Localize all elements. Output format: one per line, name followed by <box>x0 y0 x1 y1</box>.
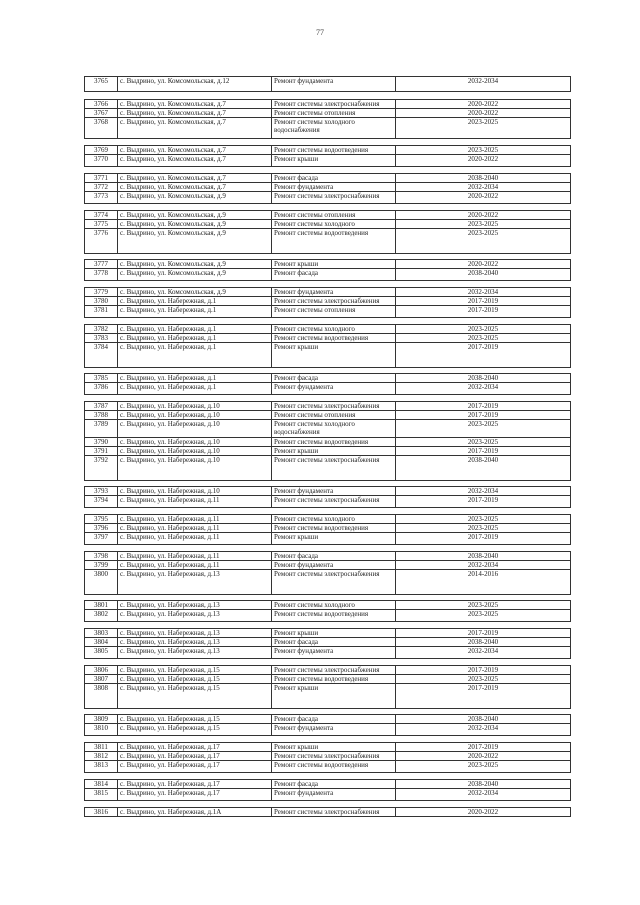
work-type-cell: Ремонт системы отопления <box>272 109 396 118</box>
work-type-cell: Ремонт системы отопления <box>272 411 396 420</box>
period-cell: 2020-2022 <box>396 808 571 817</box>
period-cell: 2020-2022 <box>396 211 571 220</box>
row-number-cell: 3812 <box>85 752 118 761</box>
period-cell: 2032-2034 <box>396 561 571 570</box>
address-cell: с. Выдрино, ул. Набережная, д.11 <box>118 524 272 533</box>
table-row <box>85 780 571 789</box>
row-number-cell: 3785 <box>85 374 118 383</box>
address-cell: с. Выдрино, ул. Набережная, д.15 <box>118 724 272 736</box>
period-cell: 2038-2040 <box>396 456 571 481</box>
table-row <box>85 570 571 595</box>
table-row <box>85 456 571 481</box>
period-cell: 2032-2034 <box>396 383 571 395</box>
period-cell: 2038-2040 <box>396 374 571 383</box>
row-number-cell: 3806 <box>85 666 118 675</box>
row-number-cell: 3794 <box>85 496 118 508</box>
row-number-cell: 3816 <box>85 808 118 817</box>
table-row <box>85 402 571 411</box>
row-number-cell: 3793 <box>85 487 118 496</box>
row-spacer <box>85 545 571 552</box>
row-number-cell: 3771 <box>85 174 118 183</box>
period-cell: 2017-2019 <box>396 402 571 411</box>
table-row <box>85 552 571 561</box>
work-type-cell: Ремонт системы холодного водоснабжения <box>272 118 396 139</box>
period-cell: 2023-2025 <box>396 610 571 622</box>
work-type-cell: Ремонт фасада <box>272 552 396 561</box>
address-cell: с. Выдрино, ул. Набережная, д.13 <box>118 570 272 595</box>
row-number-cell: 3772 <box>85 183 118 192</box>
period-cell: 2038-2040 <box>396 174 571 183</box>
period-cell: 2017-2019 <box>396 411 571 420</box>
work-type-cell: Ремонт фундамента <box>272 487 396 496</box>
period-cell: 2017-2019 <box>396 684 571 709</box>
row-spacer <box>85 281 571 288</box>
address-cell: с. Выдрино, ул. Набережная, д.11 <box>118 552 272 561</box>
table-row <box>85 325 571 334</box>
page-number: 77 <box>316 28 324 37</box>
address-cell: с. Выдрино, ул. Набережная, д.10 <box>118 456 272 481</box>
row-number-cell: 3804 <box>85 638 118 647</box>
row-number-cell: 3787 <box>85 402 118 411</box>
period-cell: 2023-2025 <box>396 146 571 155</box>
row-number-cell: 3780 <box>85 297 118 306</box>
address-cell: с. Выдрино, ул. Набережная, д.10 <box>118 411 272 420</box>
row-number-cell: 3789 <box>85 420 118 438</box>
address-cell: с. Выдрино, ул. Набережная, д.13 <box>118 629 272 638</box>
period-cell: 2038-2040 <box>396 552 571 561</box>
work-type-cell: Ремонт системы электроснабжения <box>272 456 396 481</box>
period-cell: 2032-2034 <box>396 724 571 736</box>
period-cell: 2023-2025 <box>396 220 571 229</box>
table-row <box>85 297 571 306</box>
row-number-cell: 3801 <box>85 601 118 610</box>
table-row <box>85 269 571 281</box>
row-number-cell: 3773 <box>85 192 118 204</box>
work-type-cell: Ремонт фасада <box>272 374 396 383</box>
address-cell: с. Выдрино, ул. Набережная, д.1 <box>118 374 272 383</box>
work-type-cell: Ремонт системы холодного <box>272 220 396 229</box>
row-number-cell: 3805 <box>85 647 118 659</box>
work-type-cell: Ремонт системы водоотведения <box>272 334 396 343</box>
row-spacer <box>85 736 571 743</box>
work-type-cell: Ремонт системы электроснабжения <box>272 496 396 508</box>
row-number-cell: 3798 <box>85 552 118 561</box>
work-type-cell: Ремонт крыши <box>272 343 396 368</box>
address-cell: с. Выдрино, ул. Набережная, д.10 <box>118 420 272 438</box>
table-row <box>85 601 571 610</box>
table-row <box>85 752 571 761</box>
period-cell: 2017-2019 <box>396 629 571 638</box>
period-cell: 2017-2019 <box>396 297 571 306</box>
work-type-cell: Ремонт крыши <box>272 743 396 752</box>
row-number-cell: 3807 <box>85 675 118 684</box>
address-cell: с. Выдрино, ул. Комсомольская, д.12 <box>118 77 272 92</box>
address-cell: с. Выдрино, ул. Комсомольская, д.9 <box>118 220 272 229</box>
address-cell: с. Выдрино, ул. Набережная, д.10 <box>118 402 272 411</box>
work-type-cell: Ремонт фасада <box>272 269 396 281</box>
table-row <box>85 524 571 533</box>
row-number-cell: 3802 <box>85 610 118 622</box>
period-cell: 2023-2025 <box>396 601 571 610</box>
work-type-cell: Ремонт системы электроснабжения <box>272 666 396 675</box>
row-number-cell: 3795 <box>85 515 118 524</box>
table-row <box>85 155 571 167</box>
row-number-cell: 3808 <box>85 684 118 709</box>
table-row <box>85 334 571 343</box>
address-cell: с. Выдрино, ул. Комсомольская, д.7 <box>118 174 272 183</box>
period-cell: 2020-2022 <box>396 100 571 109</box>
period-cell: 2023-2025 <box>396 325 571 334</box>
row-number-cell: 3809 <box>85 715 118 724</box>
address-cell: с. Выдрино, ул. Набережная, д.11 <box>118 515 272 524</box>
work-type-cell: Ремонт крыши <box>272 533 396 545</box>
address-cell: с. Выдрино, ул. Набережная, д.1 <box>118 334 272 343</box>
address-cell: с. Выдрино, ул. Набережная, д.10 <box>118 438 272 447</box>
period-cell: 2032-2034 <box>396 288 571 297</box>
work-type-cell: Ремонт системы водоотведения <box>272 610 396 622</box>
work-type-cell: Ремонт системы холодного водоснабжения <box>272 420 396 438</box>
table-row <box>85 146 571 155</box>
work-type-cell: Ремонт системы водоотведения <box>272 675 396 684</box>
table-row <box>85 174 571 183</box>
row-number-cell: 3813 <box>85 761 118 773</box>
row-number-cell: 3782 <box>85 325 118 334</box>
period-cell: 2023-2025 <box>396 524 571 533</box>
period-cell: 2023-2025 <box>396 761 571 773</box>
work-type-cell: Ремонт системы холодного <box>272 601 396 610</box>
period-cell: 2017-2019 <box>396 533 571 545</box>
repair-schedule-table <box>84 76 571 817</box>
work-type-cell: Ремонт фасада <box>272 780 396 789</box>
period-cell: 2017-2019 <box>396 496 571 508</box>
period-cell: 2032-2034 <box>396 183 571 192</box>
row-number-cell: 3769 <box>85 146 118 155</box>
table-row <box>85 411 571 420</box>
period-cell: 2023-2025 <box>396 118 571 139</box>
address-cell: с. Выдрино, ул. Комсомольская, д.9 <box>118 288 272 297</box>
address-cell: с. Выдрино, ул. Набережная, д.13 <box>118 638 272 647</box>
row-number-cell: 3791 <box>85 447 118 456</box>
address-cell: с. Выдрино, ул. Набережная, д.1 <box>118 325 272 334</box>
period-cell: 2032-2034 <box>396 647 571 659</box>
table-row <box>85 496 571 508</box>
row-number-cell: 3779 <box>85 288 118 297</box>
address-cell: с. Выдрино, ул. Комсомольская, д.9 <box>118 260 272 269</box>
work-type-cell: Ремонт системы электроснабжения <box>272 100 396 109</box>
table-row <box>85 610 571 622</box>
work-type-cell: Ремонт фундамента <box>272 724 396 736</box>
table-row <box>85 743 571 752</box>
row-number-cell: 3775 <box>85 220 118 229</box>
work-type-cell: Ремонт системы электроснабжения <box>272 192 396 204</box>
work-type-cell: Ремонт крыши <box>272 684 396 709</box>
address-cell: с. Выдрино, ул. Комсомольская, д.7 <box>118 100 272 109</box>
table-row <box>85 724 571 736</box>
table-row <box>85 487 571 496</box>
address-cell: с. Выдрино, ул. Набережная, д.13 <box>118 610 272 622</box>
row-number-cell: 3796 <box>85 524 118 533</box>
row-number-cell: 3767 <box>85 109 118 118</box>
address-cell: с. Выдрино, ул. Набережная, д.1 <box>118 306 272 318</box>
period-cell: 2038-2040 <box>396 780 571 789</box>
work-type-cell: Ремонт системы холодного <box>272 325 396 334</box>
work-type-cell: Ремонт системы отопления <box>272 306 396 318</box>
work-type-cell: Ремонт фундамента <box>272 383 396 395</box>
address-cell: с. Выдрино, ул. Набережная, д.15 <box>118 666 272 675</box>
work-type-cell: Ремонт системы электроснабжения <box>272 752 396 761</box>
row-number-cell: 3766 <box>85 100 118 109</box>
address-cell: с. Выдрино, ул. Набережная, д.11 <box>118 533 272 545</box>
work-type-cell: Ремонт системы водоотведения <box>272 438 396 447</box>
table-row <box>85 638 571 647</box>
period-cell: 2014-2016 <box>396 570 571 595</box>
address-cell: с. Выдрино, ул. Набережная, д.17 <box>118 761 272 773</box>
address-cell: с. Выдрино, ул. Комсомольская, д.9 <box>118 229 272 254</box>
work-type-cell: Ремонт фундамента <box>272 288 396 297</box>
period-cell: 2020-2022 <box>396 109 571 118</box>
address-cell: с. Выдрино, ул. Набережная, д.11 <box>118 496 272 508</box>
period-cell: 2020-2022 <box>396 192 571 204</box>
period-cell: 2023-2025 <box>396 229 571 254</box>
period-cell: 2032-2034 <box>396 487 571 496</box>
work-type-cell: Ремонт крыши <box>272 629 396 638</box>
period-cell: 2020-2022 <box>396 752 571 761</box>
table-row <box>85 761 571 773</box>
table-row <box>85 684 571 709</box>
address-cell: с. Выдрино, ул. Набережная, д.15 <box>118 675 272 684</box>
period-cell: 2017-2019 <box>396 306 571 318</box>
period-cell: 2023-2025 <box>396 334 571 343</box>
period-cell: 2020-2022 <box>396 260 571 269</box>
table-row <box>85 374 571 383</box>
row-spacer <box>85 139 571 146</box>
address-cell: с. Выдрино, ул. Набережная, д.17 <box>118 752 272 761</box>
row-number-cell: 3792 <box>85 456 118 481</box>
table-row <box>85 561 571 570</box>
work-type-cell: Ремонт фасада <box>272 715 396 724</box>
table-row <box>85 666 571 675</box>
address-cell: с. Выдрино, ул. Комсомольская, д.7 <box>118 183 272 192</box>
row-number-cell: 3776 <box>85 229 118 254</box>
address-cell: с. Выдрино, ул. Комсомольская, д.9 <box>118 211 272 220</box>
table-row <box>85 306 571 318</box>
period-cell: 2017-2019 <box>396 447 571 456</box>
period-cell: 2032-2034 <box>396 77 571 92</box>
row-number-cell: 3774 <box>85 211 118 220</box>
table-row <box>85 220 571 229</box>
row-number-cell: 3800 <box>85 570 118 595</box>
table-row <box>85 383 571 395</box>
table-row <box>85 515 571 524</box>
row-number-cell: 3783 <box>85 334 118 343</box>
row-spacer <box>85 204 571 211</box>
row-spacer <box>85 622 571 629</box>
address-cell: с. Выдрино, ул. Набережная, д.1 <box>118 297 272 306</box>
period-cell: 2038-2040 <box>396 638 571 647</box>
table-body <box>85 77 571 817</box>
period-cell: 2017-2019 <box>396 743 571 752</box>
work-type-cell: Ремонт фасада <box>272 638 396 647</box>
table-row <box>85 192 571 204</box>
row-number-cell: 3768 <box>85 118 118 139</box>
row-number-cell: 3777 <box>85 260 118 269</box>
table-row <box>85 260 571 269</box>
row-number-cell: 3815 <box>85 789 118 801</box>
row-spacer <box>85 167 571 174</box>
table-row <box>85 118 571 139</box>
table-row <box>85 629 571 638</box>
work-type-cell: Ремонт фундамента <box>272 183 396 192</box>
row-spacer <box>85 659 571 666</box>
work-type-cell: Ремонт фундамента <box>272 647 396 659</box>
work-type-cell: Ремонт фасада <box>272 174 396 183</box>
period-cell: 2032-2034 <box>396 789 571 801</box>
address-cell: с. Выдрино, ул. Комсомольская, д.7 <box>118 155 272 167</box>
period-cell: 2017-2019 <box>396 666 571 675</box>
address-cell: с. Выдрино, ул. Набережная, д.17 <box>118 743 272 752</box>
row-spacer <box>85 773 571 780</box>
address-cell: с. Выдрино, ул. Комсомольская, д.7 <box>118 109 272 118</box>
address-cell: с. Выдрино, ул. Набережная, д.17 <box>118 780 272 789</box>
row-number-cell: 3788 <box>85 411 118 420</box>
table-row <box>85 533 571 545</box>
row-number-cell: 3810 <box>85 724 118 736</box>
period-cell: 2038-2040 <box>396 269 571 281</box>
address-cell: с. Выдрино, ул. Набережная, д.17 <box>118 789 272 801</box>
work-type-cell: Ремонт системы водоотведения <box>272 146 396 155</box>
table-row <box>85 420 571 438</box>
table-row <box>85 77 571 92</box>
work-type-cell: Ремонт крыши <box>272 155 396 167</box>
work-type-cell: Ремонт системы электроснабжения <box>272 808 396 817</box>
address-cell: с. Выдрино, ул. Набережная, д.10 <box>118 487 272 496</box>
table-row <box>85 288 571 297</box>
row-number-cell: 3790 <box>85 438 118 447</box>
work-type-cell: Ремонт крыши <box>272 260 396 269</box>
row-number-cell: 3778 <box>85 269 118 281</box>
period-cell: 2023-2025 <box>396 675 571 684</box>
work-type-cell: Ремонт системы холодного <box>272 515 396 524</box>
table-row <box>85 675 571 684</box>
row-spacer <box>85 508 571 515</box>
work-type-cell: Ремонт системы электроснабжения <box>272 570 396 595</box>
table-row <box>85 211 571 220</box>
row-number-cell: 3784 <box>85 343 118 368</box>
address-cell: с. Выдрино, ул. Набережная, д.15 <box>118 684 272 709</box>
row-number-cell: 3803 <box>85 629 118 638</box>
address-cell: с. Выдрино, ул. Набережная, д.11 <box>118 561 272 570</box>
row-spacer <box>85 92 571 100</box>
row-number-cell: 3765 <box>85 77 118 92</box>
table-row <box>85 343 571 368</box>
table-row <box>85 183 571 192</box>
address-cell: с. Выдрино, ул. Комсомольская, д.7 <box>118 146 272 155</box>
period-cell: 2023-2025 <box>396 420 571 438</box>
work-type-cell: Ремонт фундамента <box>272 77 396 92</box>
row-number-cell: 3797 <box>85 533 118 545</box>
address-cell: с. Выдрино, ул. Набережная, д.1 <box>118 343 272 368</box>
work-type-cell: Ремонт системы электроснабжения <box>272 297 396 306</box>
row-spacer <box>85 395 571 402</box>
work-type-cell: Ремонт системы водоотведения <box>272 524 396 533</box>
work-type-cell: Ремонт системы электроснабжения <box>272 402 396 411</box>
address-cell: с. Выдрино, ул. Набережная, д.13 <box>118 601 272 610</box>
period-cell: 2023-2025 <box>396 515 571 524</box>
row-number-cell: 3799 <box>85 561 118 570</box>
row-spacer <box>85 801 571 808</box>
table-row <box>85 789 571 801</box>
table-row <box>85 808 571 817</box>
address-cell: с. Выдрино, ул. Набережная, д.1 <box>118 383 272 395</box>
row-number-cell: 3786 <box>85 383 118 395</box>
table-row <box>85 229 571 254</box>
row-number-cell: 3811 <box>85 743 118 752</box>
work-type-cell: Ремонт крыши <box>272 447 396 456</box>
work-type-cell: Ремонт фундамента <box>272 561 396 570</box>
address-cell: с. Выдрино, ул. Комсомольская, д.7 <box>118 118 272 139</box>
period-cell: 2038-2040 <box>396 715 571 724</box>
row-spacer <box>85 318 571 325</box>
table-row <box>85 109 571 118</box>
address-cell: с. Выдрино, ул. Набережная, д.1А <box>118 808 272 817</box>
work-type-cell: Ремонт системы водоотведения <box>272 761 396 773</box>
address-cell: с. Выдрино, ул. Комсомольская, д.9 <box>118 192 272 204</box>
address-cell: с. Выдрино, ул. Набережная, д.15 <box>118 715 272 724</box>
period-cell: 2017-2019 <box>396 343 571 368</box>
period-cell: 2020-2022 <box>396 155 571 167</box>
work-type-cell: Ремонт системы отопления <box>272 211 396 220</box>
address-cell: с. Выдрино, ул. Набережная, д.10 <box>118 447 272 456</box>
work-type-cell: Ремонт системы водоотведения <box>272 229 396 254</box>
address-cell: с. Выдрино, ул. Набережная, д.13 <box>118 647 272 659</box>
row-number-cell: 3770 <box>85 155 118 167</box>
table-row <box>85 100 571 109</box>
row-number-cell: 3781 <box>85 306 118 318</box>
table-row <box>85 647 571 659</box>
table-row <box>85 715 571 724</box>
row-number-cell: 3814 <box>85 780 118 789</box>
table-row <box>85 447 571 456</box>
address-cell: с. Выдрино, ул. Комсомольская, д.9 <box>118 269 272 281</box>
work-type-cell: Ремонт фундамента <box>272 789 396 801</box>
table-row <box>85 438 571 447</box>
period-cell: 2023-2025 <box>396 438 571 447</box>
